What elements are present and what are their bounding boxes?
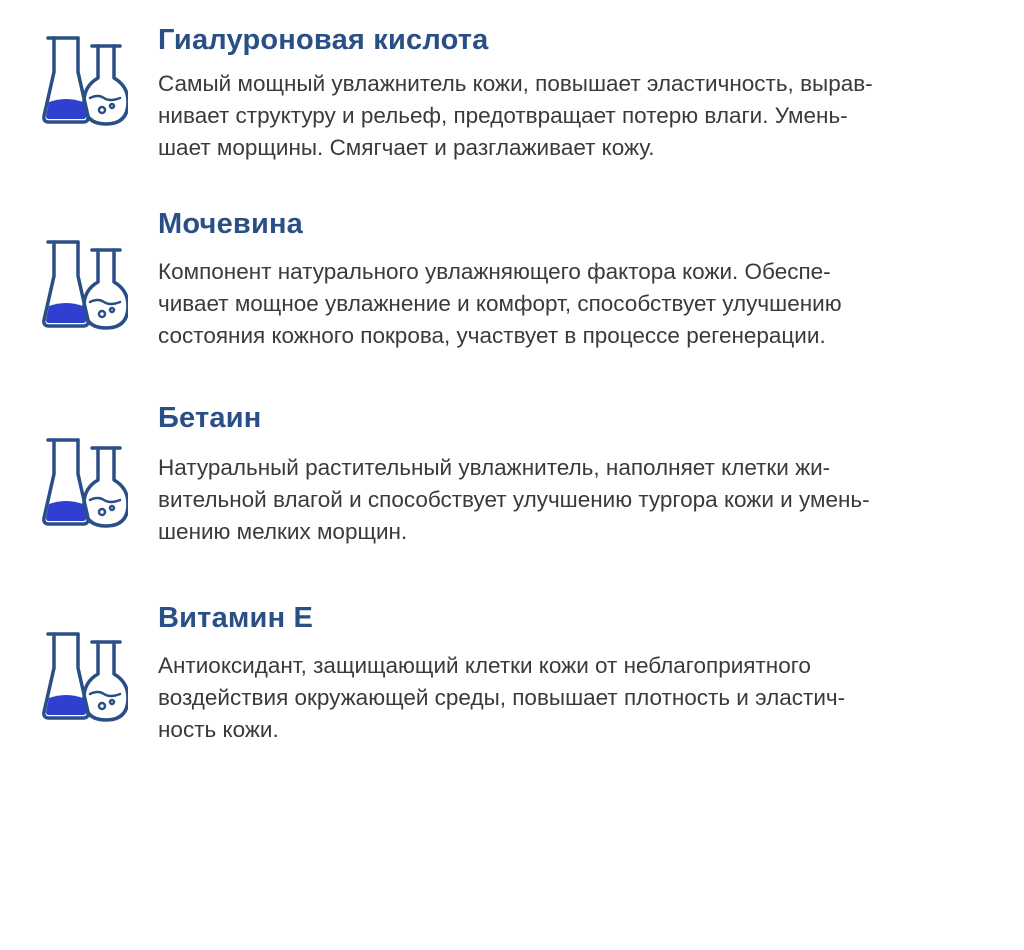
description-line: Компонент натурального увлажняющего фактора кожи. Обеспе-: [158, 259, 831, 284]
ingredient-description: [158, 452, 984, 548]
description-line: нивает структуру и рельеф, предотвращает потерю влаги. Умень-: [158, 103, 848, 128]
description-line: состояния кожного покрова, участвует в процессе регенерации.: [158, 323, 826, 348]
description-line: ность кожи.: [158, 717, 279, 742]
description-line: Натуральный растительный увлажнитель, наполняет клетки жи-: [158, 455, 831, 480]
ingredient-description: [158, 256, 984, 352]
ingredient-description: [158, 68, 984, 164]
ingredient-description: [158, 650, 984, 746]
ingredient-title: Гиалуроновая кислота: [158, 24, 489, 56]
lab-flasks-icon: [40, 432, 128, 532]
ingredient-title: Витамин Е: [158, 602, 314, 634]
ingredient-title: Мочевина: [158, 208, 304, 240]
description-line: Антиоксидант, защищающий клетки кожи от неблагоприятного: [158, 653, 811, 678]
description-line: шению мелких морщин.: [158, 519, 408, 544]
lab-flasks-icon: [40, 234, 128, 334]
description-line: шает морщины. Смягчает и разглаживает кожу.: [158, 135, 655, 160]
description-line: воздействия окружающей среды, повышает плотность и эластич-: [158, 685, 846, 710]
lab-flasks-icon: [40, 626, 128, 726]
description-line: вительной влагой и способствует улучшению тургора кожи и умень-: [158, 487, 870, 512]
description-line: чивает мощное увлажнение и комфорт, способствует улучшению: [158, 291, 842, 316]
description-line: Самый мощный увлажнитель кожи, повышает эластичность, вырав-: [158, 71, 873, 96]
ingredient-title: Бетаин: [158, 402, 262, 434]
lab-flasks-icon: [40, 30, 128, 130]
